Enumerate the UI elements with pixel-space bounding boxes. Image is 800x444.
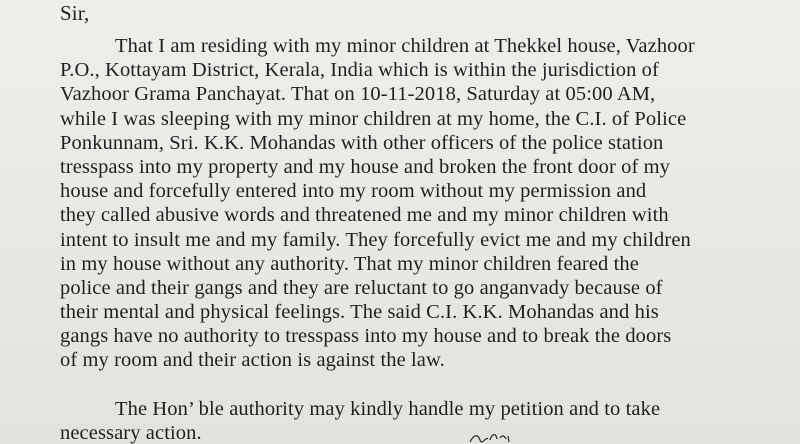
paragraph-1-line: house and forcefully entered into my room without my permission and	[60, 180, 647, 203]
paragraph-2	[60, 397, 800, 444]
paragraph-2-line: The Hon’ ble authority may kindly handle my petition and to take	[115, 397, 661, 420]
paragraph-1-line: they called abusive words and threatened me and my minor children with	[60, 204, 669, 227]
handwritten-signature	[468, 430, 528, 444]
paragraph-1-line: police and their gangs and they are reluctant to go anganvady because of	[60, 276, 663, 299]
paragraph-1-line: their mental and physical feelings. The said C.I. K.K. Mohandas and his	[60, 301, 659, 324]
paragraph-1-line: while I was sleeping with my minor children at my home, the C.I. of Police	[60, 107, 687, 130]
signature-stroke	[468, 430, 528, 444]
paragraph-1-line: That I am residing with my minor children at Thekkel house, Vazhoor	[115, 35, 695, 57]
paragraph-1	[60, 34, 800, 373]
paragraph-1-line: Vazhoor Grama Panchayat. That on 10-11-2018, Saturday at 05:00 AM,	[60, 83, 656, 106]
paragraph-1-line: of my room and their action is against the law.	[60, 349, 445, 372]
paragraph-1-line: Ponkunnam, Sri. K.K. Mohandas with other officers of the police station	[60, 131, 664, 154]
letter-body	[60, 0, 800, 444]
paragraph-gap	[60, 373, 800, 397]
paragraph-1-line: P.O., Kottayam District, Kerala, India which is within the jurisdiction of	[60, 59, 659, 82]
paragraph-1-line: tresspass into my property and my house and broken the front door of my	[60, 155, 671, 178]
paragraph-1-line: gangs have no authority to tresspass into my house and to break the doors	[60, 325, 672, 348]
paragraph-1-line: intent to insult me and my family. They forcefully evict me and my children	[60, 228, 691, 251]
salutation: Sir,	[60, 1, 90, 25]
paragraph-1-line: in my house without any authority. That my minor children feared the	[60, 252, 639, 275]
paragraph-2-line: necessary action.	[60, 421, 202, 444]
